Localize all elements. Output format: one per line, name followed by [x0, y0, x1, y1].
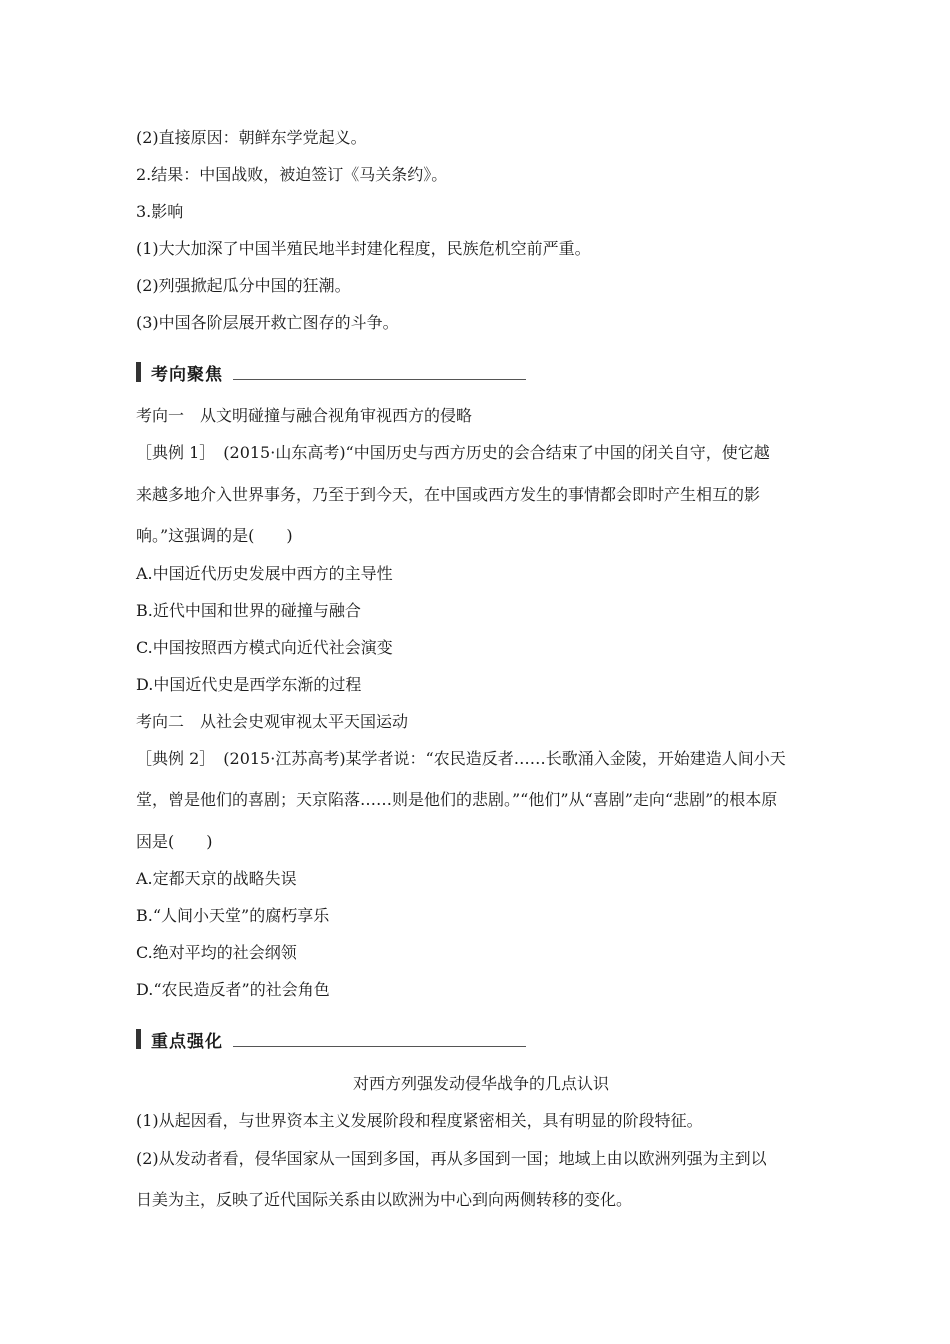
text-line: (2)直接原因：朝鲜东学党起义。	[136, 128, 367, 147]
example-line: ［典例 2］ (2015·江苏高考)某学者说：“农民造反者……长歌涌入金陵，开始建造人间小天	[136, 749, 786, 768]
option-b: B.“人间小天堂”的腐朽享乐	[136, 906, 330, 925]
option-c: C.绝对平均的社会纲领	[136, 943, 297, 962]
section-heading-zhongdian	[136, 1026, 526, 1052]
subtitle: 对西方列强发动侵华战争的几点认识	[352, 1074, 609, 1093]
example-line: ［典例 1］ (2015·山东高考)“中国历史与西方历史的会合结束了中国的闭关自守，使它越	[136, 443, 770, 462]
text-line: (1)大大加深了中国半殖民地半封建化程度，民族危机空前严重。	[136, 239, 591, 258]
option-d: D.中国近代史是西学东渐的过程	[136, 675, 362, 694]
heading-rule	[233, 379, 526, 380]
point-2-line2: 日美为主，反映了近代国际关系由以欧洲为中心到向两侧转移的变化。	[136, 1190, 633, 1209]
heading-title: 考向聚焦	[151, 364, 223, 385]
heading-title: 重点强化	[151, 1031, 223, 1052]
text-line: (3)中国各阶层展开救亡图存的斗争。	[136, 313, 399, 332]
text-line: 3.影响	[136, 202, 184, 221]
option-a: A.中国近代历史发展中西方的主导性	[136, 564, 393, 583]
text-line: 2.结果：中国战败，被迫签订《马关条约》。	[136, 165, 448, 184]
option-d: D.“农民造反者”的社会角色	[136, 980, 330, 999]
heading-rule	[233, 1046, 526, 1047]
point-2-line1: (2)从发动者看，侵华国家从一国到多国，再从多国到一国；地域上由以欧洲列强为主到以	[136, 1149, 767, 1168]
example-line: 堂，曾是他们的喜剧；天京陷落……则是他们的悲剧。”“他们”从“喜剧”走向“悲剧”的根本原	[136, 790, 778, 809]
example-line: 因是( )	[136, 832, 213, 851]
heading-bar	[136, 1029, 141, 1049]
point-1: (1)从起因看，与世界资本主义发展阶段和程度紧密相关，具有明显的阶段特征。	[136, 1111, 703, 1130]
option-a: A.定都天京的战略失误	[136, 869, 297, 888]
section-heading-kaoxiang	[136, 359, 526, 385]
option-c: C.中国按照西方模式向近代社会演变	[136, 638, 393, 657]
option-b: B.近代中国和世界的碰撞与融合	[136, 601, 361, 620]
text-line: (2)列强掀起瓜分中国的狂潮。	[136, 276, 351, 295]
direction-title: 考向二 从社会史观审视太平天国运动	[136, 712, 409, 731]
example-line: 来越多地介入世界事务，乃至于到今天，在中国或西方发生的事情都会即时产生相互的影	[136, 485, 761, 504]
example-line: 响。”这强调的是( )	[136, 526, 293, 545]
direction-title: 考向一 从文明碰撞与融合视角审视西方的侵略	[136, 406, 473, 425]
heading-bar	[136, 362, 141, 382]
